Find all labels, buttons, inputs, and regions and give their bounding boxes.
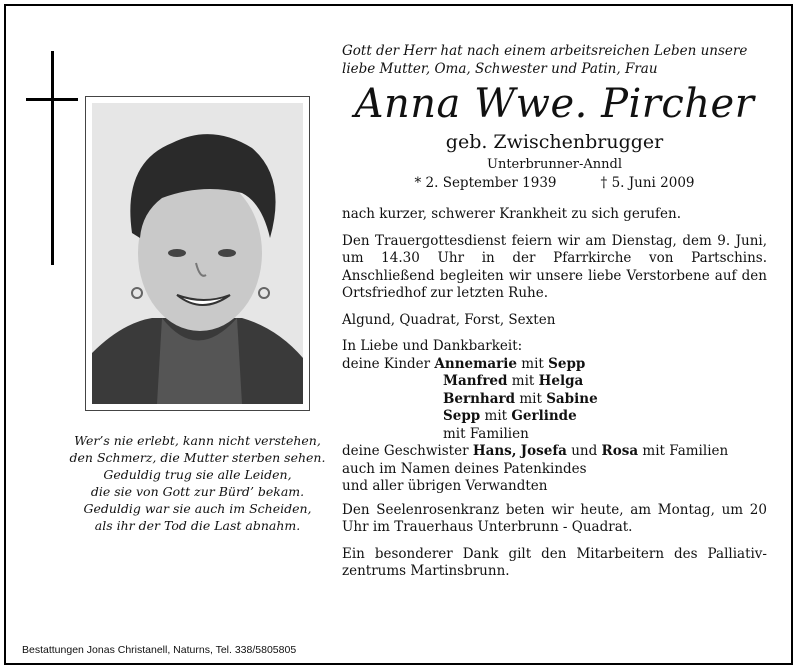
service-text: Den Trauergottesdienst feiern wir am Dienstag, dem 9. Juni, um 14.30 Uhr in der Pfarrkirche von Partschins. Anschließend begleiten wir unsere liebe Verstorbene auf den Ortsfriedhof zur letzten Ruhe. — [342, 232, 767, 301]
child-name: Manfred — [443, 373, 508, 389]
godchild-line: auch im Namen deines Patenkindes — [342, 460, 587, 477]
siblings-suffix: mit Familien — [642, 443, 729, 459]
relatives-line: und aller übrigen Verwandten — [342, 478, 548, 494]
portrait-photo — [85, 96, 310, 411]
children-prefix: deine Kinder — [342, 355, 431, 372]
cross-icon — [51, 51, 54, 265]
life-dates — [342, 174, 767, 192]
children-row — [443, 408, 767, 426]
sibling-name: Rosa — [601, 443, 639, 459]
sibling-name: Hans, — [472, 443, 517, 459]
death-date: † 5. Juni 2009 — [600, 175, 695, 191]
rosary-text: Den Seelenrosenkranz beten wir heute, am Montag, um 20 Uhr im Trauerhaus Unterbrunn - Quadrat. — [342, 501, 767, 535]
intro — [342, 42, 767, 78]
notice-text — [342, 42, 767, 581]
children-row — [443, 373, 767, 391]
partner-name: Sepp — [548, 355, 586, 372]
deceased-name: Anna Wwe. Pircher — [354, 81, 755, 127]
child-name: Sepp — [443, 408, 481, 424]
poem-line: Geduldig war sie auch im Scheiden, — [83, 501, 312, 516]
portrait-image — [92, 103, 303, 404]
children-row — [342, 356, 767, 374]
mourners — [342, 338, 767, 496]
with-word: mit — [521, 355, 544, 372]
thanks-text: Ein besonderer Dank gilt den Mitarbeitern des Palliativ-zentrums Martinsbrunn. — [342, 545, 767, 579]
children-row — [443, 391, 767, 409]
nickname: Unterbrunner-Anndl — [486, 157, 623, 172]
and-word: und — [571, 443, 598, 459]
intro-line: Gott der Herr hat nach einem arbeitsreichen Leben unsere — [342, 43, 748, 59]
sibling-name: Josefa — [520, 443, 567, 459]
with-word: mit — [519, 390, 542, 407]
partner-name: Helga — [538, 373, 584, 389]
intro-line: liebe Mutter, Oma, Schwester und Patin, Frau — [342, 61, 658, 77]
places: Algund, Quadrat, Forst, Sexten — [342, 311, 556, 328]
partner-name: Gerlinde — [511, 408, 577, 424]
siblings-prefix: deine Geschwister — [342, 443, 469, 459]
poem-line: Wer’s nie erlebt, kann nicht verstehen, — [74, 433, 321, 448]
called-home: nach kurzer, schwerer Krankheit zu sich gerufen. — [342, 206, 682, 222]
funeral-home-credit: Bestattungen Jonas Christanell, Naturns, Tel. 338/5805805 — [22, 644, 297, 656]
birth-date: * 2. September 1939 — [414, 175, 557, 191]
poem-line: den Schmerz, die Mutter sterben sehen. — [69, 450, 326, 465]
with-families: mit Familien — [443, 425, 529, 442]
poem-line: als ihr der Tod die Last abnahm. — [94, 518, 301, 533]
cross-icon-bar — [26, 98, 78, 101]
child-name: Bernhard — [443, 390, 516, 407]
with-word: mit — [484, 408, 508, 424]
poem-line: die sie von Gott zur Bürd’ bekam. — [90, 484, 305, 499]
partner-name: Sabine — [546, 390, 598, 407]
gratitude: In Liebe und Dankbarkeit: — [342, 338, 523, 354]
with-word: mit — [511, 373, 535, 389]
poem-line: Geduldig trug sie alle Leiden, — [103, 467, 292, 482]
child-name: Annemarie — [434, 355, 517, 372]
siblings-row — [342, 443, 767, 461]
poem — [40, 432, 355, 534]
birth-name: geb. Zwischenbrugger — [445, 131, 664, 153]
